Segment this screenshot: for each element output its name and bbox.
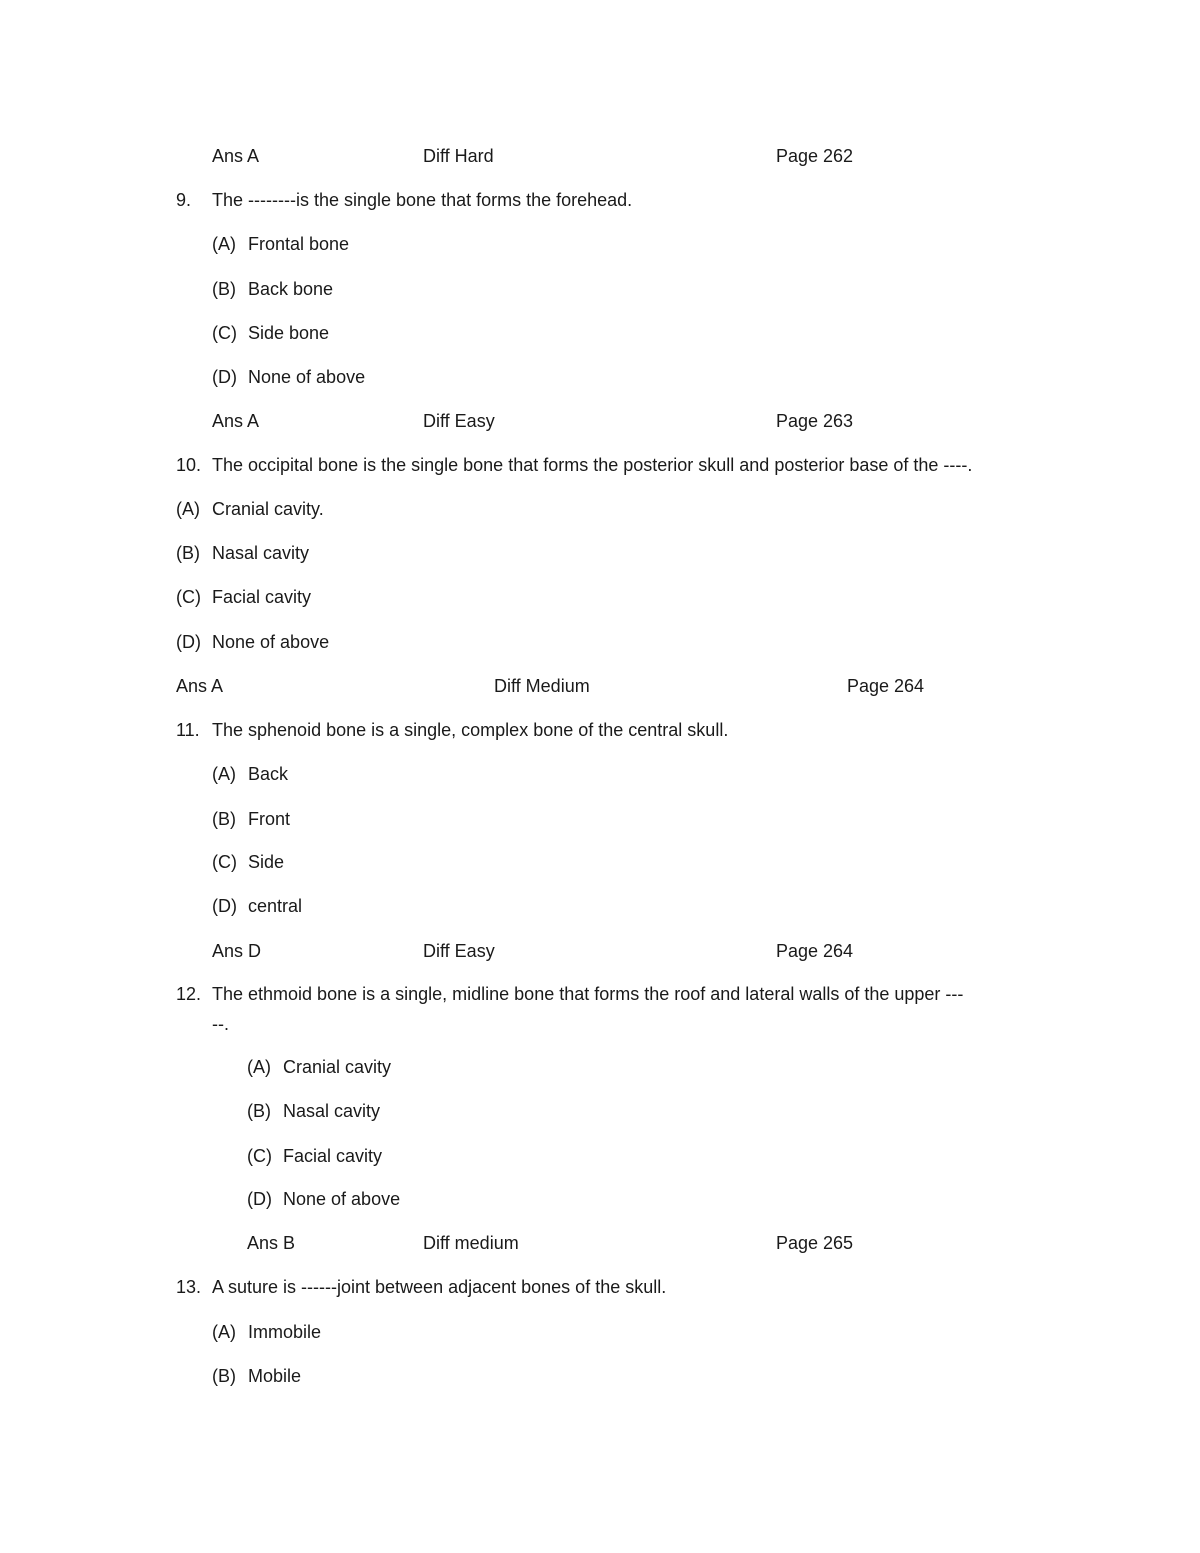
difficulty-label: Diff Easy — [423, 941, 495, 961]
option-d — [247, 1188, 400, 1210]
option-label: (C) — [212, 323, 237, 343]
option-b — [212, 278, 333, 300]
page-reference: Page 264 — [776, 941, 854, 961]
question-number: 10. — [176, 455, 202, 475]
question-text: The ethmoid bone is a single, midline bone that forms the roof and lateral walls of the upper --- — [212, 984, 964, 1004]
option-a — [247, 1056, 391, 1078]
option-label: (B) — [212, 279, 236, 299]
answer-label: Ans A — [176, 676, 224, 696]
question-text: The --------is the single bone that forms the forehead. — [212, 190, 633, 210]
difficulty-label: Diff Hard — [423, 146, 494, 166]
option-label: (D) — [247, 1189, 272, 1209]
option-label: (A) — [212, 234, 236, 254]
option-text: central — [248, 896, 303, 916]
question-9 — [176, 189, 632, 211]
option-label: (A) — [212, 1322, 236, 1342]
option-text: Cranial cavity — [283, 1057, 392, 1077]
option-text: Side — [248, 852, 285, 872]
option-label: (D) — [212, 367, 237, 387]
option-label: (B) — [176, 543, 200, 563]
page-reference: Page 265 — [776, 1233, 854, 1253]
option-text: Mobile — [248, 1366, 302, 1386]
option-label: (C) — [212, 852, 237, 872]
question-number: 9. — [176, 190, 192, 210]
question-12 — [176, 983, 963, 1005]
option-text: None of above — [283, 1189, 401, 1209]
option-d — [212, 366, 365, 388]
option-b — [212, 1365, 301, 1387]
option-text: None of above — [248, 367, 366, 387]
question-text: The occipital bone is the single bone that forms the posterior skull and posterior base of the ----. — [212, 455, 973, 475]
option-b — [247, 1100, 380, 1122]
option-label: (B) — [212, 1366, 236, 1386]
option-label: (C) — [247, 1146, 272, 1166]
option-d — [212, 895, 302, 917]
question-number: 13. — [176, 1277, 202, 1297]
difficulty-label: Diff Easy — [423, 411, 495, 431]
page-reference: Page 262 — [776, 146, 854, 166]
difficulty-label: Diff medium — [423, 1233, 519, 1253]
option-text: Facial cavity — [283, 1146, 383, 1166]
option-a — [212, 763, 288, 785]
option-d — [176, 631, 329, 653]
question-11 — [176, 719, 728, 741]
page-reference: Page 263 — [776, 411, 854, 431]
option-label: (A) — [212, 764, 236, 784]
option-label: (B) — [212, 809, 236, 829]
option-text: Frontal bone — [248, 234, 350, 254]
option-a — [176, 498, 324, 520]
answer-label: Ans A — [212, 411, 260, 431]
question-text: A suture is ------joint between adjacent bones of the skull. — [212, 1277, 667, 1297]
question-number: 11. — [176, 720, 200, 740]
question-13 — [176, 1276, 666, 1298]
question-text: The sphenoid bone is a single, complex bone of the central skull. — [212, 720, 729, 740]
option-text: Immobile — [248, 1322, 322, 1342]
option-text: Front — [248, 809, 291, 829]
page-reference: Page 264 — [847, 676, 925, 696]
option-label: (A) — [176, 499, 200, 519]
option-c — [212, 851, 284, 873]
option-text: Back bone — [248, 279, 334, 299]
option-b — [212, 808, 290, 830]
option-text: None of above — [212, 632, 330, 652]
option-label: (D) — [176, 632, 201, 652]
option-text: Back — [248, 764, 289, 784]
option-c — [247, 1145, 382, 1167]
option-label: (D) — [212, 896, 237, 916]
answer-label: Ans B — [247, 1233, 296, 1253]
option-c — [176, 586, 311, 608]
option-c — [212, 322, 329, 344]
option-label: (A) — [247, 1057, 271, 1077]
option-label: (C) — [176, 587, 201, 607]
option-a — [212, 1321, 321, 1343]
option-text: Side bone — [248, 323, 330, 343]
question-10 — [176, 454, 972, 476]
question-text-continued: --. — [212, 1014, 229, 1034]
question-number: 12. — [176, 984, 202, 1004]
difficulty-label: Diff Medium — [494, 676, 590, 696]
answer-label: Ans A — [212, 146, 260, 166]
option-b — [176, 542, 309, 564]
answer-label: Ans D — [212, 941, 262, 961]
option-label: (B) — [247, 1101, 271, 1121]
option-text: Nasal cavity — [283, 1101, 381, 1121]
option-text: Nasal cavity — [212, 543, 310, 563]
option-text: Facial cavity — [212, 587, 312, 607]
option-text: Cranial cavity. — [212, 499, 324, 519]
option-a — [212, 233, 349, 255]
